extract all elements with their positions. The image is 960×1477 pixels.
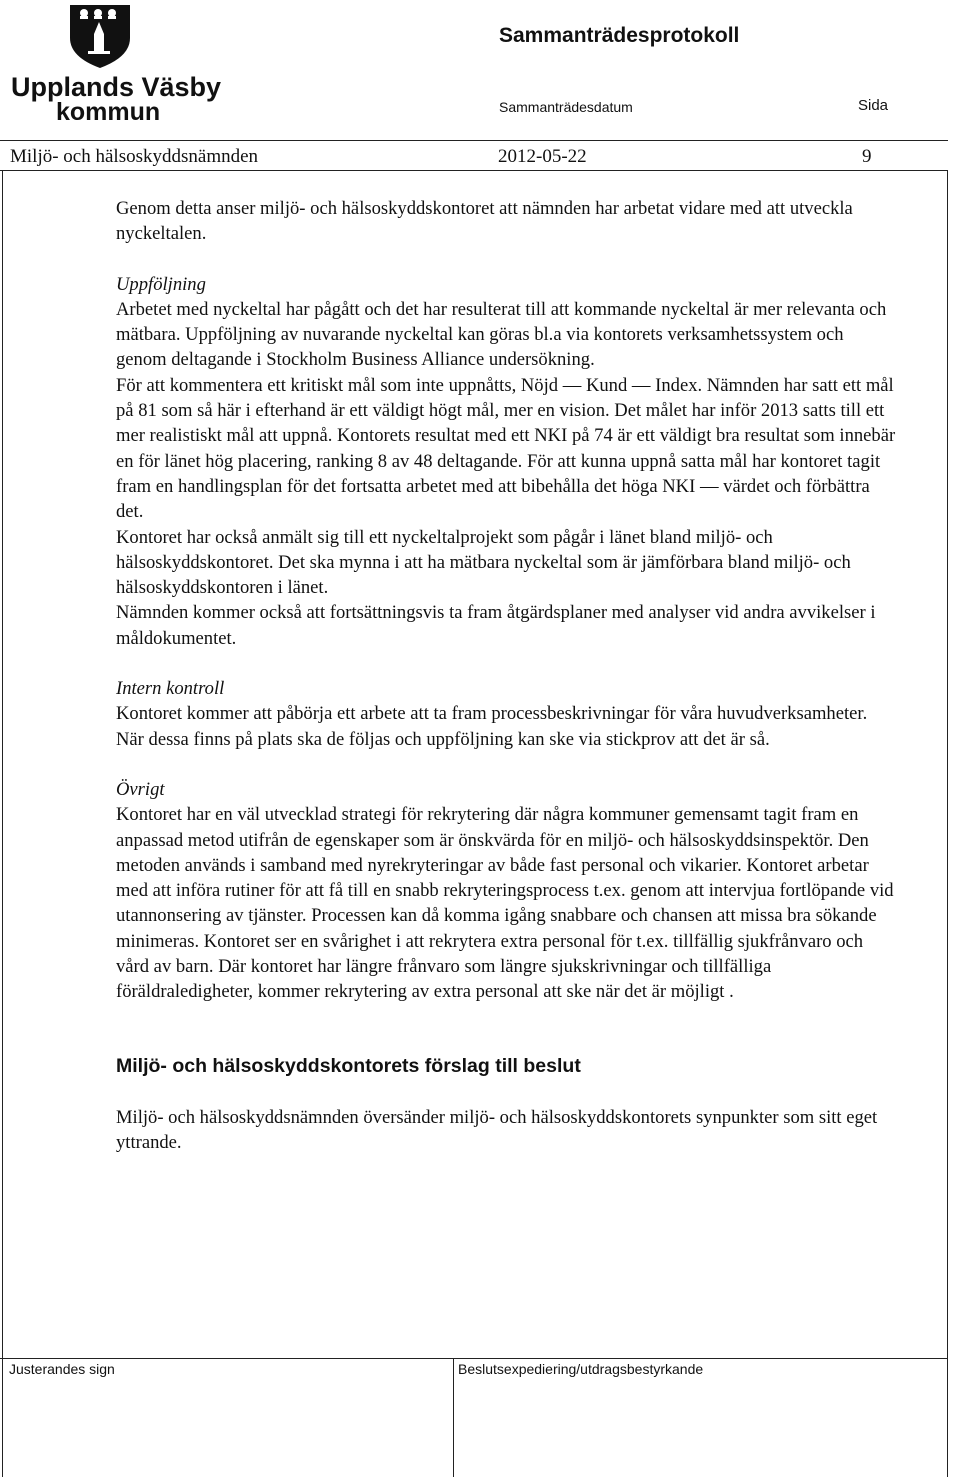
paragraph: Kontoret har en väl utvecklad strategi för rekrytering där några kommuner gemensamt tagit fram en anpassad metod utifrån de egenskaper som är önskvärda för en miljö- och hälsoskyddsinspektör. Den metoden används i samband med nyrekryteringar av både fast personal och vikarier. Kontoret arbetar med att införa rutiner för att få till en snabb rekryteringsprocess t.ex. genom att intervjua fortlöpande vid utannonsering av tjänster. Processen kan då komma igång snabbare och chansen att missa bra sökande minimeras. Kontoret ser en svårighet i att rekrytera extra personal för t.ex. tillfällig sjukfrånvaro och vård av barn. Där kontoret har längre frånvaro som längre sjukskrivningar och tillfälliga föräldraledigheter, kommer rekrytering av extra personal att ske när det är möjligt . — [116, 804, 894, 1003]
paragraph: Kontoret har också anmält sig till ett nyckeltalprojekt som pågår i länet bland miljö- och hälsoskyddskontoret. Det ska mynna i att ha mätbara nyckeltal som är jämförbara bland miljö- och hälsoskyddskontoren i länet. — [116, 526, 851, 599]
paragraph: Kontoret kommer att påbörja ett arbete att ta fram processbeskrivningar för våra huvudverksamheter. När dessa finns på plats ska de följas och uppföljning kan ske via stickprov att det är så. — [116, 703, 868, 750]
header-top-rule — [0, 140, 948, 141]
page-border-left — [2, 170, 3, 1477]
page-border-right — [947, 170, 948, 1477]
document-title: Sammanträdesprotokoll — [499, 24, 740, 47]
footer-divider — [453, 1358, 454, 1477]
logo-text-line1: Upplands Väsby — [11, 72, 222, 102]
footer-rule — [0, 1358, 948, 1359]
municipality-logo — [8, 2, 222, 126]
paragraph: Arbetet med nyckeltal har pågått och det har resulterat till att kommande nyckeltal är mer relevanta och mätbara. Uppföljning av nuvarande nyckeltal kan göras bl.a via kontorets verksamhetssystem och genom deltagande i Stockholm Business Alliance undersökning. — [116, 298, 887, 371]
paragraph: Genom detta anser miljö- och hälsoskyddskontoret att nämnden har arbetat vidare med att utveckla nyckeltalen. — [116, 198, 853, 245]
paragraph: Miljö- och hälsoskyddsnämnden översänder miljö- och hälsoskyddskontorets synpunkter som sitt eget yttrande. — [116, 1106, 878, 1153]
logo-text-line2: kommun — [56, 98, 161, 126]
document-body — [116, 196, 896, 1155]
heading-uppfoljning: Uppföljning — [116, 273, 206, 295]
header-bottom-rule — [0, 170, 948, 171]
heading-forslag-till-beslut: Miljö- och hälsoskyddskontorets förslag till beslut — [116, 1054, 581, 1077]
paragraph: För att kommentera ett kritiskt mål som inte uppnåtts, Nöjd — Kund — Index. Nämnden har satt ett mål på 81 som så här i efterhand är ett väldigt högt mål, mer en vision. Det målet har inför 2013 satts till ett mer realistiskt mål att uppnå. Kontorets resultat med ett NKI på 74 är ett väldigt bra resultat som innebär en för länet hög placering, ranking 8 av 48 deltagande. För att kunna uppnå satta mål har kontoret tagit fram en handlingsplan för det fortsatta arbetet med att bibehålla det höga NKI — värdet och förbättra det. — [116, 374, 896, 523]
heading-ovrigt: Övrigt — [116, 778, 165, 800]
heading-intern-kontroll: Intern kontroll — [116, 678, 225, 700]
footer-sign-label: Justerandes sign — [9, 1361, 115, 1377]
page-label: Sida — [858, 97, 889, 114]
footer-expedition-label: Beslutsexpediering/utdragsbestyrkande — [458, 1361, 704, 1377]
meeting-date-label: Sammanträdesdatum — [499, 99, 633, 115]
committee-name: Miljö- och hälsoskyddsnämnden — [10, 146, 259, 167]
paragraph: Nämnden kommer också att fortsättningsvis ta fram åtgärdsplaner med analyser vid andra avvikelser i måldokumentet. — [116, 602, 876, 649]
meeting-date: 2012-05-22 — [498, 146, 587, 167]
page-number: 9 — [862, 146, 872, 167]
